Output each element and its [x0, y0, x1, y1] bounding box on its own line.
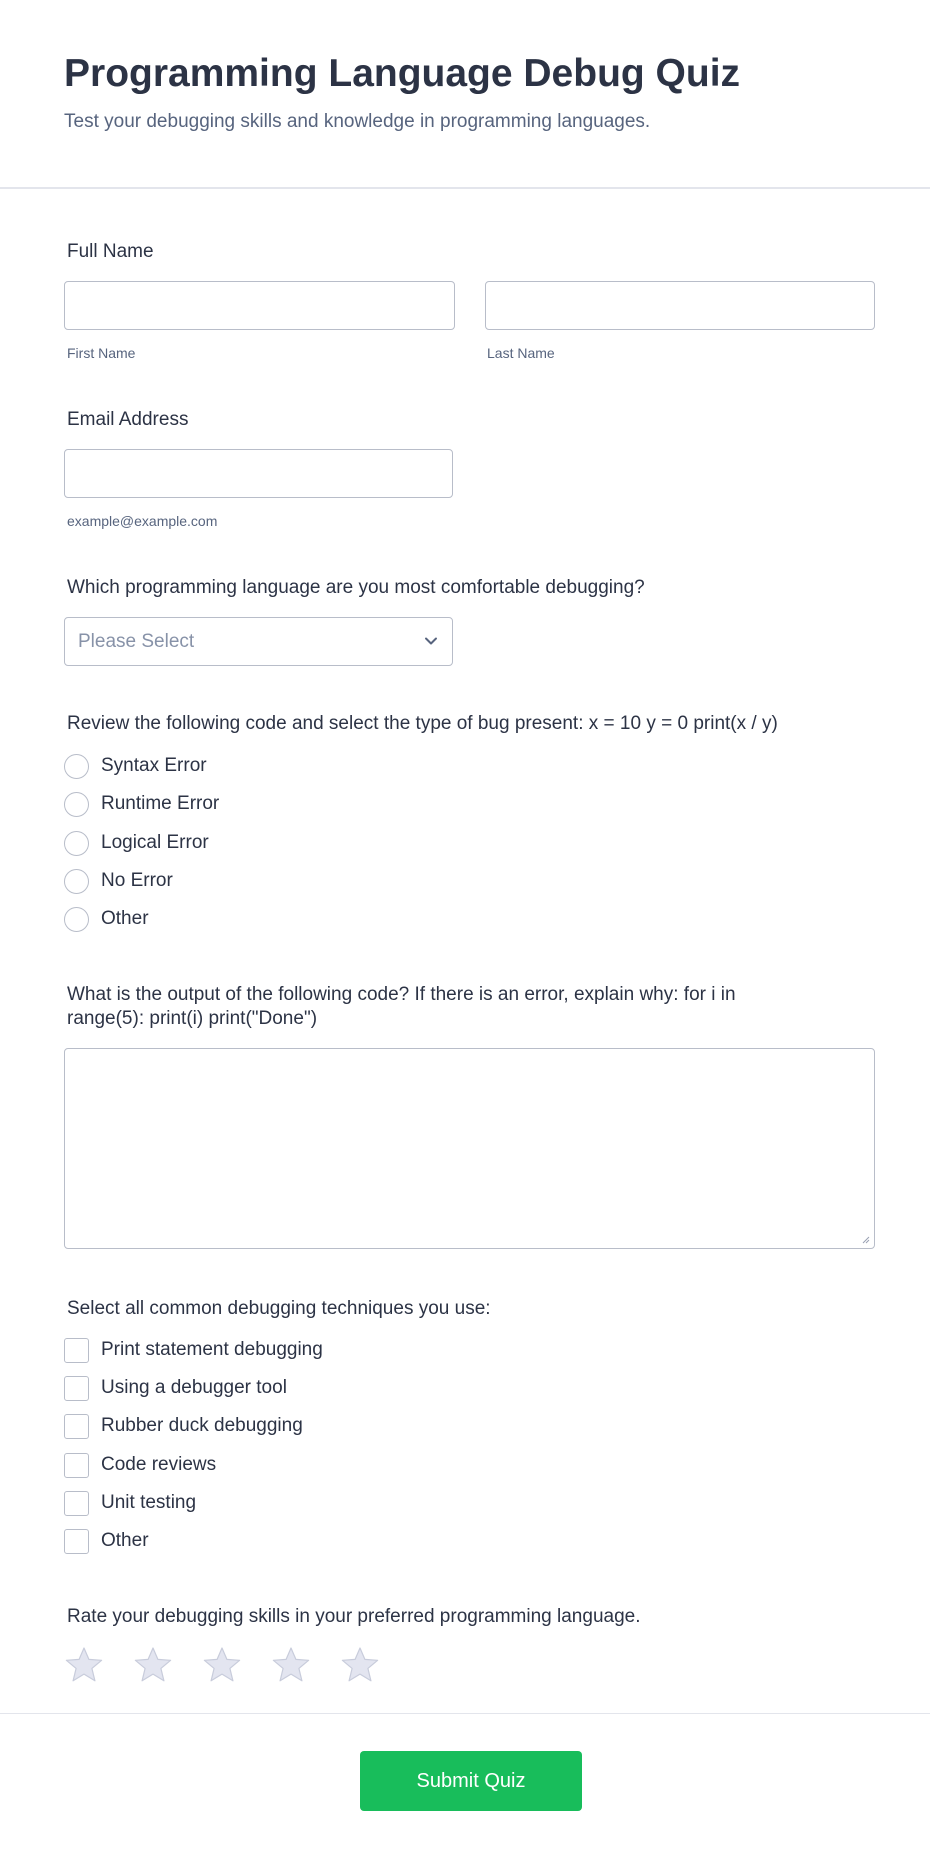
star-icon[interactable]	[202, 1646, 242, 1684]
email-input[interactable]	[64, 449, 453, 498]
last-name-sublabel: Last Name	[487, 345, 555, 361]
bug-type-option[interactable]	[64, 868, 564, 896]
checkbox[interactable]	[64, 1453, 89, 1478]
language-select-value: Please Select	[78, 631, 195, 652]
radio-button[interactable]	[64, 907, 89, 932]
radio-button[interactable]	[64, 754, 89, 779]
bug-type-option-label: No Error	[101, 870, 173, 891]
full-name-label: Full Name	[67, 241, 154, 262]
form-title: Programming Language Debug Quiz	[64, 52, 741, 95]
bug-type-option[interactable]	[64, 830, 564, 858]
chevron-down-icon	[424, 634, 438, 648]
technique-option[interactable]	[64, 1337, 564, 1365]
checkbox[interactable]	[64, 1491, 89, 1516]
bug-type-label: Review the following code and select the type of bug present: x = 10 y = 0 print(x / y)	[67, 713, 778, 734]
technique-option-label: Code reviews	[101, 1454, 217, 1475]
star-icon[interactable]	[271, 1646, 311, 1684]
star-icon[interactable]	[340, 1646, 380, 1684]
bug-type-option-label: Syntax Error	[101, 755, 207, 776]
technique-option-label: Print statement debugging	[101, 1339, 323, 1360]
footer-divider	[0, 1713, 930, 1714]
bug-type-option-label: Logical Error	[101, 832, 209, 853]
bug-type-option[interactable]	[64, 791, 564, 819]
star-rating	[64, 1646, 464, 1686]
technique-option[interactable]	[64, 1490, 564, 1518]
form-header	[0, 0, 930, 189]
bug-type-option-label: Runtime Error	[101, 793, 220, 814]
technique-option-label: Other	[101, 1530, 149, 1551]
language-label: Which programming language are you most comfortable debugging?	[67, 577, 645, 598]
last-name-input[interactable]	[485, 281, 875, 330]
star-icon[interactable]	[64, 1646, 104, 1684]
radio-button[interactable]	[64, 869, 89, 894]
bug-type-option[interactable]	[64, 906, 564, 934]
technique-option-label: Using a debugger tool	[101, 1377, 287, 1398]
technique-option[interactable]	[64, 1375, 564, 1403]
email-label: Email Address	[67, 409, 189, 430]
output-question-label-line2: range(5): print(i) print("Done")	[67, 1008, 318, 1029]
checkbox[interactable]	[64, 1376, 89, 1401]
language-select[interactable]	[64, 617, 453, 666]
radio-button[interactable]	[64, 831, 89, 856]
output-answer-textarea[interactable]	[64, 1048, 875, 1249]
first-name-sublabel: First Name	[67, 345, 136, 361]
checkbox[interactable]	[64, 1414, 89, 1439]
technique-option-label: Rubber duck debugging	[101, 1415, 303, 1436]
technique-option[interactable]	[64, 1452, 564, 1480]
submit-button[interactable]: Submit Quiz	[360, 1751, 582, 1811]
form-subtitle: Test your debugging skills and knowledge in programming languages.	[64, 111, 651, 132]
checkbox[interactable]	[64, 1529, 89, 1554]
output-question-label-line1: What is the output of the following code? If there is an error, explain why: for i in	[67, 984, 736, 1005]
email-sublabel: example@example.com	[67, 513, 218, 529]
first-name-input[interactable]	[64, 281, 455, 330]
resize-handle-icon[interactable]	[860, 1234, 870, 1244]
bug-type-option-label: Other	[101, 908, 149, 929]
techniques-label: Select all common debugging techniques you use:	[67, 1298, 491, 1319]
rating-label: Rate your debugging skills in your preferred programming language.	[67, 1606, 641, 1627]
checkbox[interactable]	[64, 1338, 89, 1363]
bug-type-option[interactable]	[64, 753, 564, 781]
technique-option[interactable]	[64, 1413, 564, 1441]
technique-option[interactable]	[64, 1528, 564, 1556]
radio-button[interactable]	[64, 792, 89, 817]
technique-option-label: Unit testing	[101, 1492, 197, 1513]
star-icon[interactable]	[133, 1646, 173, 1684]
